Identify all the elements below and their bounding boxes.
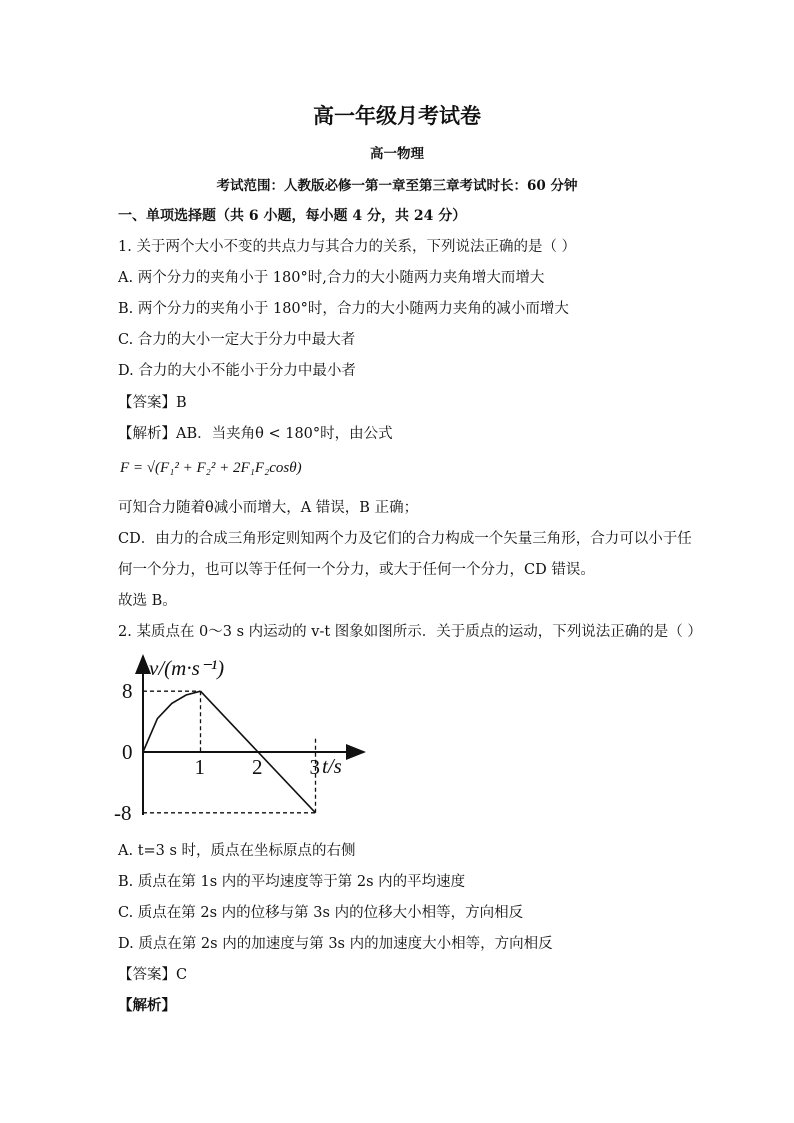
question-1-analysis-cd-line1: CD．由力的合成三角形定则知两个力及它们的合力构成一个矢量三角形，合力可以小于任 [118, 531, 692, 547]
question-1-formula: F = √(F₁² + F₂² + 2F₁F₂cosθ) [120, 460, 302, 476]
question-2-option-b: B. 质点在第 1s 内的平均速度等于第 2s 内的平均速度 [118, 874, 466, 890]
exam-scope: 考试范围：人教版必修一第一章至第三章考试时长：60 分钟 [216, 178, 578, 194]
exam-title: 高一年级月考试卷 [313, 103, 481, 128]
question-1-answer: 【答案】B [118, 395, 187, 411]
exam-subtitle: 高一物理 [370, 146, 424, 162]
y-tick-label: 8 [122, 679, 133, 704]
question-1-conclusion: 故选 B。 [118, 593, 177, 609]
question-2-option-a: A. t=3 s 时，质点在坐标原点的右侧 [118, 843, 356, 859]
question-1-analysis-cd-line2: 何一个分力，也可以等于任何一个分力，或大于任何一个分力，CD 错误。 [118, 562, 595, 578]
question-2-option-c: C. 质点在第 2s 内的位移与第 3s 内的位移大小相等，方向相反 [118, 905, 524, 921]
x-tick-label: 3 [309, 755, 320, 779]
question-2-stem: 2. 某质点在 0～3 s 内运动的 v-t 图象如图所示．关于质点的运动，下列说法正确的是（ ） [118, 624, 702, 640]
x-tick-label: 2 [252, 755, 263, 779]
question-1-option-c: C. 合力的大小一定大于分力中最大者 [118, 332, 356, 348]
x-axis-label: t/s [322, 754, 342, 778]
section-heading: 一、单项选择题（共 6 小题，每小题 4 分，共 24 分） [118, 208, 467, 224]
question-1-analysis-intro: 【解析】AB．当夹角θ < 180°时，由公式 [118, 426, 393, 442]
question-1-stem: 1. 关于两个大小不变的共点力与其合力的关系，下列说法正确的是（ ） [118, 239, 577, 255]
vt-graph [112, 650, 382, 830]
y-axis-label: v/(m·s⁻¹) [149, 656, 225, 680]
question-1-option-a: A. 两个分力的夹角小于 180°时,合力的大小随两力夹角增大而增大 [118, 270, 545, 286]
question-2-answer: 【答案】C [118, 967, 188, 983]
question-1-option-b: B. 两个分力的夹角小于 180°时，合力的大小随两力夹角的减小而增大 [118, 301, 569, 317]
y-tick-label: 0 [122, 740, 133, 764]
y-tick-label: -8 [114, 800, 132, 825]
question-1-option-d: D. 合力的大小不能小于分力中最小者 [118, 363, 356, 379]
x-tick-label: 1 [194, 755, 205, 779]
question-2-analysis: 【解析】 [118, 997, 176, 1014]
series-curve-0-1s [143, 691, 201, 752]
question-2-option-d: D. 质点在第 2s 内的加速度与第 3s 内的加速度大小相等，方向相反 [118, 936, 553, 952]
question-1-analysis-ab: 可知合力随着θ减小而增大，A 错误，B 正确； [118, 500, 419, 516]
